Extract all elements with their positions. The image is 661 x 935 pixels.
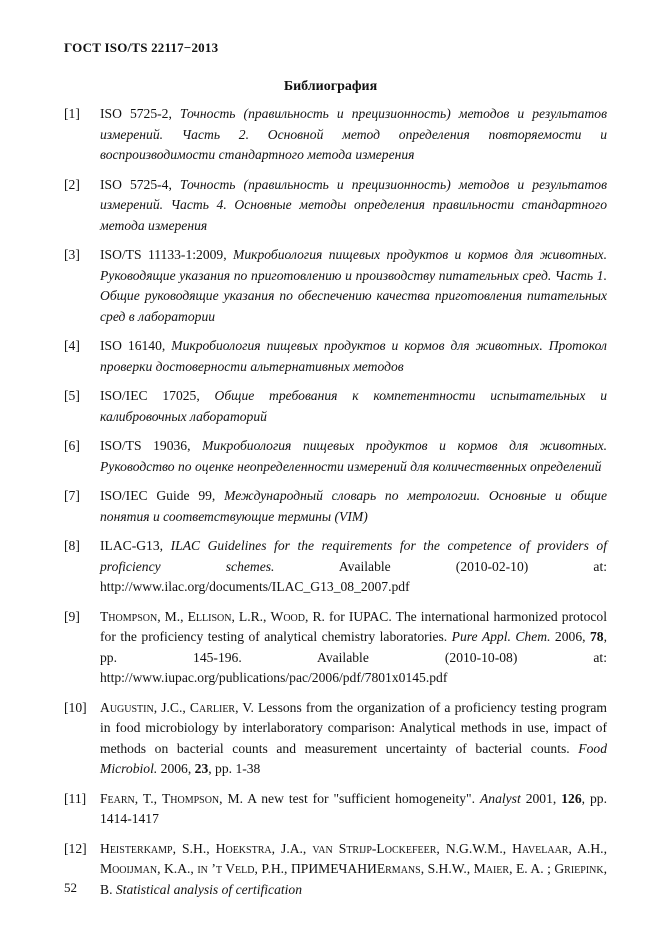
reference-segment: , J.C.,: [153, 699, 190, 715]
author-name: Griepink: [554, 861, 604, 876]
reference-number: [6]: [64, 438, 80, 453]
volume-number: 23: [194, 761, 209, 776]
reference-title: Общие требования к компетентности испытательных и калибровочных лабораторий: [100, 388, 607, 424]
author-name: Heisterkamp: [100, 840, 173, 856]
reference-text: [100, 839, 607, 901]
reference-text: [100, 536, 607, 598]
reference-title: Микробиология пищевых продуктов и кормов для животных. Протокол проверки достоверности альтернативных методов: [100, 338, 607, 374]
author-name: Fearn: [100, 790, 135, 806]
reference-segment: , R. for IUPAC. The international harmonized protocol for the proficiency testing of analytical chemistry laboratories.: [100, 608, 607, 644]
reference-item: [64, 486, 607, 527]
document-header: ГОСТ ISO/TS 22117−2013: [64, 40, 219, 55]
reference-text: [100, 175, 607, 237]
author-name: in ’t Veld: [197, 861, 255, 876]
reference-text: [100, 607, 607, 689]
reference-number: [7]: [64, 488, 80, 503]
reference-number: [10]: [64, 699, 87, 715]
author-name: Carlier: [189, 699, 236, 715]
reference-title: Statistical analysis of certification: [115, 881, 303, 897]
reference-item: [64, 698, 607, 780]
reference-segment: , E. A. ;: [509, 861, 555, 876]
volume-number: 126: [561, 790, 582, 806]
reference-item: [64, 245, 607, 327]
reference-segment: ISO/TS 11133-1:2009,: [100, 247, 234, 262]
author-name: Havelaar: [512, 840, 569, 856]
reference-item: [64, 607, 607, 689]
reference-number: [1]: [64, 106, 80, 121]
reference-text: [100, 104, 607, 166]
reference-text: [100, 386, 607, 427]
reference-segment: , K.A.,: [157, 861, 198, 876]
reference-segment: Available (2010-02-10) at: http://www.ilac.org/documents/ILAC_G13_08_2007.pdf: [100, 558, 607, 594]
reference-segment: ISO/TS 19036,: [100, 438, 203, 453]
reference-title: ILAC Guidelines for the requirements for the competence of providers of proficiency schemes.: [100, 538, 608, 574]
reference-title: Pure Appl. Chem.: [451, 629, 551, 644]
author-name: van Strijp-Lockefeer: [312, 840, 437, 856]
reference-list: [64, 104, 607, 909]
reference-number: [5]: [64, 388, 80, 403]
reference-item: [64, 104, 607, 166]
reference-segment: , pp. 145-196. Available (2010-10-08) at: http://www.iupac.org/publications/pac/2006/pdf/7801x0145.pdf: [100, 629, 607, 685]
reference-segment: , M. A new test for "sufficient homogeneity".: [219, 790, 480, 806]
reference-segment: 2001,: [520, 790, 562, 806]
reference-title: Микробиология пищевых продуктов и кормов для животных. Руководящие указания по приготовлению и производству питательных сред. Часть 1. Общие руководящие указания по обеспечению качества приготовления питательных сред в лаборатории: [100, 247, 607, 324]
reference-segment: , M.,: [157, 608, 188, 624]
author-name: ПРИМЕЧАНИЕrmans: [290, 861, 421, 876]
author-name: Hoekstra: [215, 840, 272, 856]
reference-number: [11]: [64, 790, 87, 806]
reference-item: [64, 336, 607, 377]
reference-segment: , P.H.,: [254, 861, 291, 876]
reference-item: [64, 839, 607, 901]
reference-segment: , S.H.,: [172, 840, 216, 856]
reference-text: [100, 789, 607, 830]
reference-segment: 2006,: [157, 761, 195, 776]
reference-segment: , T.,: [134, 790, 162, 806]
reference-segment: ILAC-G13,: [100, 538, 171, 553]
reference-item: [64, 789, 607, 830]
reference-item: [64, 175, 607, 237]
reference-segment: , L.R.,: [231, 608, 271, 624]
reference-segment: ISO 5725-2,: [100, 106, 180, 121]
reference-item: [64, 386, 607, 427]
reference-number: [9]: [64, 608, 80, 624]
reference-segment: ISO/IEC Guide 99,: [100, 488, 225, 503]
reference-title: Микробиология пищевых продуктов и кормов для животных. Руководство по оценке неопределенности измерений для количественных определений: [100, 438, 607, 474]
reference-number: [2]: [64, 176, 80, 192]
reference-title: Точность (правильность и прецизионность) методов и результатов измерений. Часть 4. Основные методы определения правильности стандартного метода измерения: [100, 176, 607, 233]
reference-segment: ISO/IEC 17025,: [100, 388, 215, 403]
author-name: Wood: [270, 608, 305, 624]
reference-number: [8]: [64, 538, 80, 553]
reference-item: [64, 536, 607, 598]
page-number: 52: [64, 880, 77, 895]
reference-segment: , pp. 1414-1417: [100, 790, 607, 826]
reference-segment: , N.G.W.M.,: [436, 840, 513, 856]
reference-segment: , B.: [100, 861, 608, 897]
reference-title: Food Microbiol.: [100, 740, 607, 776]
reference-number: [4]: [64, 338, 80, 353]
reference-segment: , pp. 1-38: [208, 761, 261, 776]
reference-segment: , A.H.,: [568, 840, 607, 856]
reference-title: Международный словарь по метрологии. Основные и общие понятия и соответствующие термины (VIM): [100, 488, 607, 524]
reference-segment: , J.A.,: [271, 840, 313, 856]
reference-segment: , V. Lessons from the organization of a proficiency testing program in food microbiology by interlaboratory comparison: Analytical methods in use, impact of methods on bacterial counts and measurement uncertainty of bacterial counts.: [100, 699, 608, 756]
author-name: Maier: [473, 861, 510, 876]
author-name: Thompson: [161, 790, 220, 806]
reference-text: [100, 436, 607, 477]
reference-text: [100, 245, 607, 327]
reference-number: [12]: [64, 840, 87, 856]
reference-title: Analyst: [479, 790, 521, 806]
author-name: Mooijman: [100, 861, 158, 876]
author-name: Augustin: [100, 699, 154, 715]
reference-segment: ISO 16140,: [100, 338, 172, 353]
bibliography-title: Библиография: [283, 79, 378, 94]
volume-number: 78: [590, 629, 604, 644]
reference-number: [3]: [64, 247, 80, 262]
author-name: Ellison: [187, 608, 232, 624]
reference-segment: ISO 5725-4,: [100, 176, 180, 192]
reference-text: [100, 486, 607, 527]
reference-text: [100, 336, 607, 377]
reference-text: [100, 698, 607, 780]
reference-title: Точность (правильность и прецизионность) методов и результатов измерений. Часть 2. Основной метод определения повторяемости и воспроизводимости стандартного метода измерения: [100, 106, 607, 162]
reference-segment: , S.H.W.,: [420, 861, 474, 876]
reference-item: [64, 436, 607, 477]
reference-segment: 2006,: [550, 629, 590, 644]
author-name: Thompson: [100, 608, 158, 624]
